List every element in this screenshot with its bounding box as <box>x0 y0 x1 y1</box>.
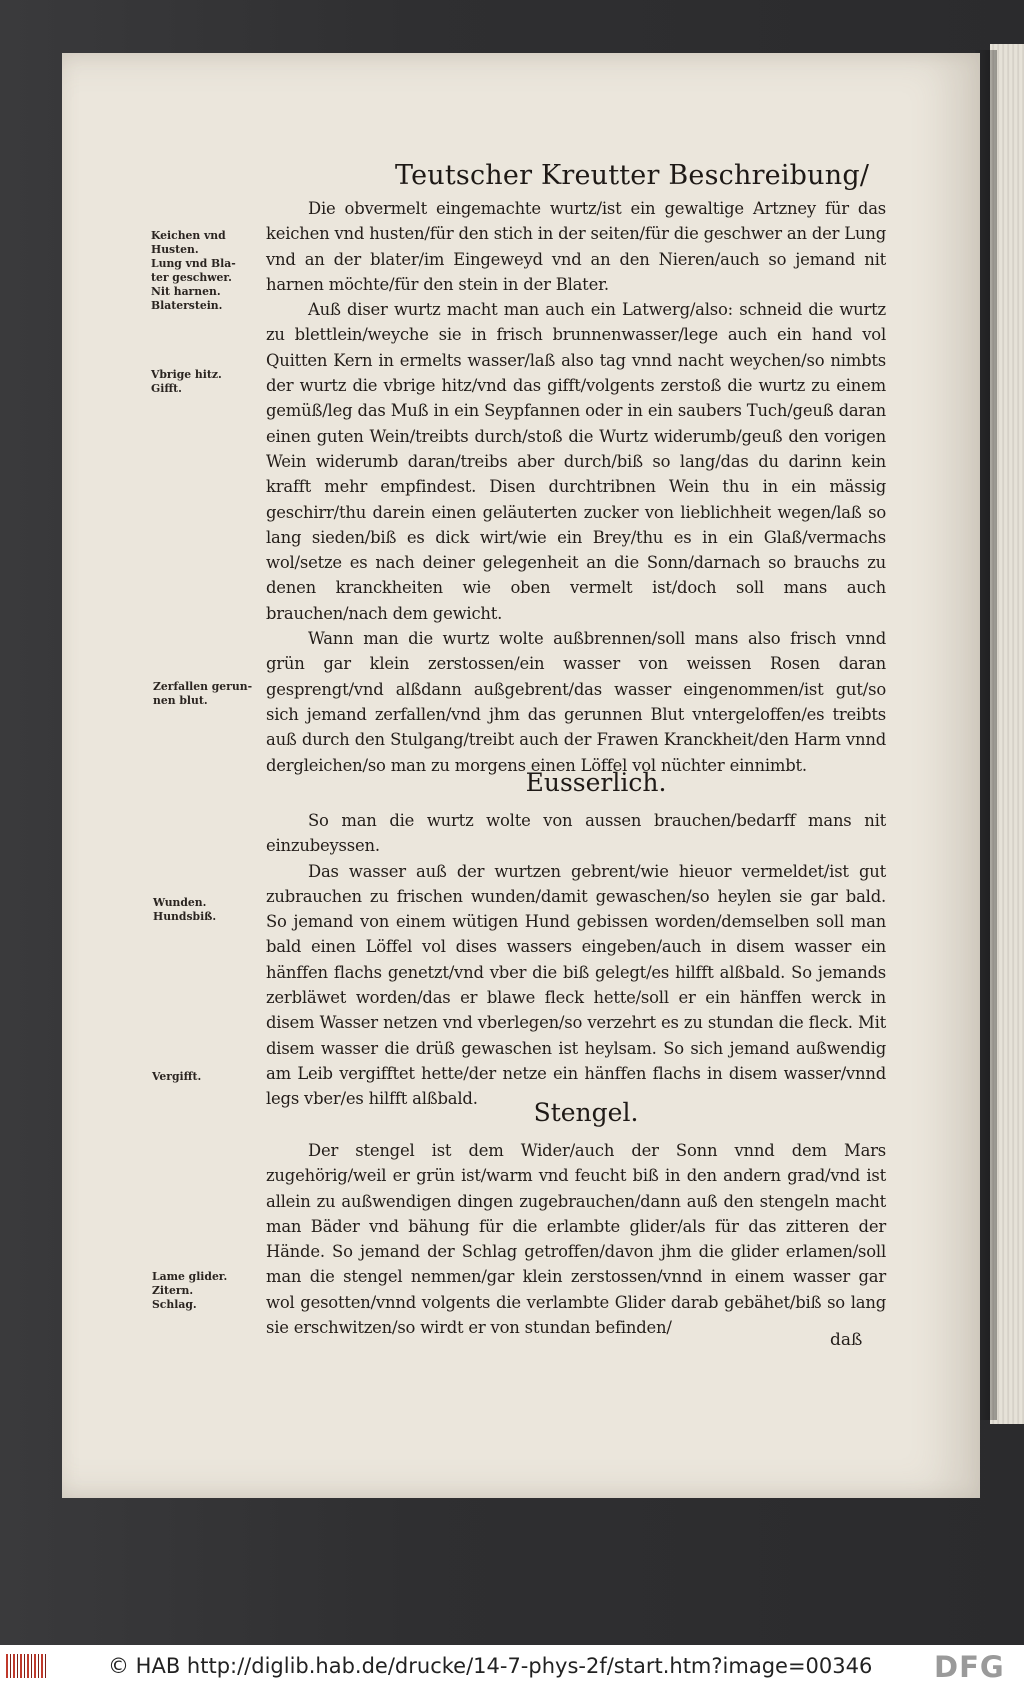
source-credit: © HAB http://diglib.hab.de/drucke/14-7-phys-2f/start.htm?image=00346 <box>108 1654 873 1678</box>
margin-note-line: nen blut. <box>153 694 208 707</box>
paragraph: Das wasser auß der wurtzen gebrent/wie hieuor vermeldet/ist gut zubrauchen zu frischen wunden/damit gewaschen/so heylen sie gar bald. So jemand von einem wütigen Hund gebissen worden/demselben soll man bald einen Löffel vol dises wassers eingeben/auch in disem wasser ein hänffen flachs genetzt/vnd vber die biß gelegt/es hilfft alßbald. So jemands zerbläwet worden/das er blawe fleck hette/soll er ein hänffen werck in disem Wasser netzen vnd vberlegen/so verzehrt es zu stundan die fleck. Mit disem wasser die drüß gewaschen ist heylsam. So sich jemand außwendig am Leib vergifftet hette/der netze ein hänffen flachs in disem wasser/vnnd legs vber/es hilfft alßbald. <box>266 861 886 1109</box>
paragraph: Auß diser wurtz macht man auch ein Latwerg/also: schneid die wurtz zu blettlein/weyche sie in frisch brunnenwasser/lege auch ein hand vol Quitten Kern in ermelts wasser/laß also tag vnnd nacht weychen/so nimbts der wurtz die vbrige hitz/vnd das gifft/volgents zerstoß die wurtz zu einem gemüß/leg das Muß in ein Seypfannen oder in ein saubers Tuch/geuß daran einen guten Wein/treibts durch/stoß die Wurtz widerumb/geuß den vorigen Wein widerumb daran/treibs aber durch/biß so lang/das du darinn kein krafft mehr empfindest. Disen durchtribnen Wein thu in ein mässig geschirr/thu darein einen geläuterten zucker von lieblichheit wegen/laß so lang sieden/biß es dick wirt/wie ein Brey/thu es in ein Glaß/vermachs wol/setze es nach deiner gelegenheit an die Sonn/darnach so brauchs zu denen kranckheiten wie oben vermelt ist/doch soll mans auch brauchen/nach dem gewicht. <box>266 300 886 623</box>
margin-note-6 <box>152 1270 258 1312</box>
margin-note-line: Lung vnd Bla- <box>151 257 236 270</box>
section-heading: Stengel. <box>533 1098 639 1127</box>
margin-note-line: Keichen vnd <box>151 229 226 242</box>
paragraph: Die obvermelt eingemachte wurtz/ist ein gewaltige Artzney für das keichen vnd husten/für den stich in der seiten/für die geschwer an der Lung vnd an der blater/im Eingeweyd vnd an den Nieren/auch so jemand nit harnen möchte/für den stein in der Blater. <box>266 199 886 294</box>
page-heading: Teutscher Kreutter Beschreibung/ <box>395 160 870 191</box>
paragraph: So man die wurtz wolte von aussen brauchen/bedarff mans nit einzubeyssen. <box>266 811 886 856</box>
margin-note-line: Blaterstein. <box>151 299 223 312</box>
margin-note-2 <box>151 368 257 396</box>
paragraph: Wann man die wurtz wolte außbrennen/soll mans also frisch vnnd grün gar klein zerstossen/ein wasser von weissen Rosen daran gesprengt/vnd alßdann außgebrent/das wasser eingenommen/ist gut/so sich jemand zerfallen/vnd jhm das gerunnen Blut vntergeloffen/es treibts auß durch den Stulgang/treibt auch der Frawen Kranckheit/den Harm vnnd dergleichen/so man zu morgens einen Löffel vol nüchter einnimbt. <box>266 629 886 775</box>
text-block-2 <box>266 808 886 1112</box>
margin-note-1 <box>151 229 257 313</box>
section-heading: Eusserlich. <box>525 768 667 797</box>
margin-note-line: Gifft. <box>151 382 182 395</box>
dfg-logo: DFG <box>934 1650 1005 1684</box>
catchword: daß <box>830 1330 863 1350</box>
margin-note-line: Zerfallen gerun- <box>153 680 253 693</box>
margin-note-line: Zitern. <box>152 1284 194 1297</box>
margin-note-line: Vbrige hitz. <box>151 368 222 381</box>
margin-note-5 <box>152 1070 258 1084</box>
text-block-1 <box>266 196 886 778</box>
barcode-icon <box>6 1654 46 1678</box>
text-block-3 <box>266 1138 886 1340</box>
margin-note-3 <box>153 680 259 708</box>
margin-note-line: Hundsbiß. <box>153 910 217 923</box>
margin-note-line: Schlag. <box>152 1298 197 1311</box>
margin-note-line: Husten. <box>151 243 199 256</box>
footer-bar <box>0 1645 1024 1687</box>
margin-note-line: Vergifft. <box>152 1070 202 1083</box>
paragraph: Der stengel ist dem Wider/auch der Sonn vnnd dem Mars zugehörig/weil er grün ist/warm vnd feucht biß in den andern grad/vnd ist allein zu außwendigen dingen zugebrauchen/dann auß den stengeln macht man Bäder vnd bähung für die erlambte glider/als für das zitteren der Hände. So jemand der Schlag getroffen/davon jhm die glider erlamen/soll man die stengel nemmen/gar klein zerstossen/vnnd in einem wasser gar wol gesotten/vnnd volgents die verlambte Glider darab gebähet/biß so lang sie erschwitzen/so wirdt er von stundan befinden/ <box>266 1141 886 1338</box>
margin-note-line: Wunden. <box>153 896 207 909</box>
margin-note-line: ter geschwer. <box>151 271 232 284</box>
margin-note-line: Lame glider. <box>152 1270 228 1283</box>
margin-note-4 <box>153 896 259 924</box>
margin-note-line: Nit harnen. <box>151 285 221 298</box>
